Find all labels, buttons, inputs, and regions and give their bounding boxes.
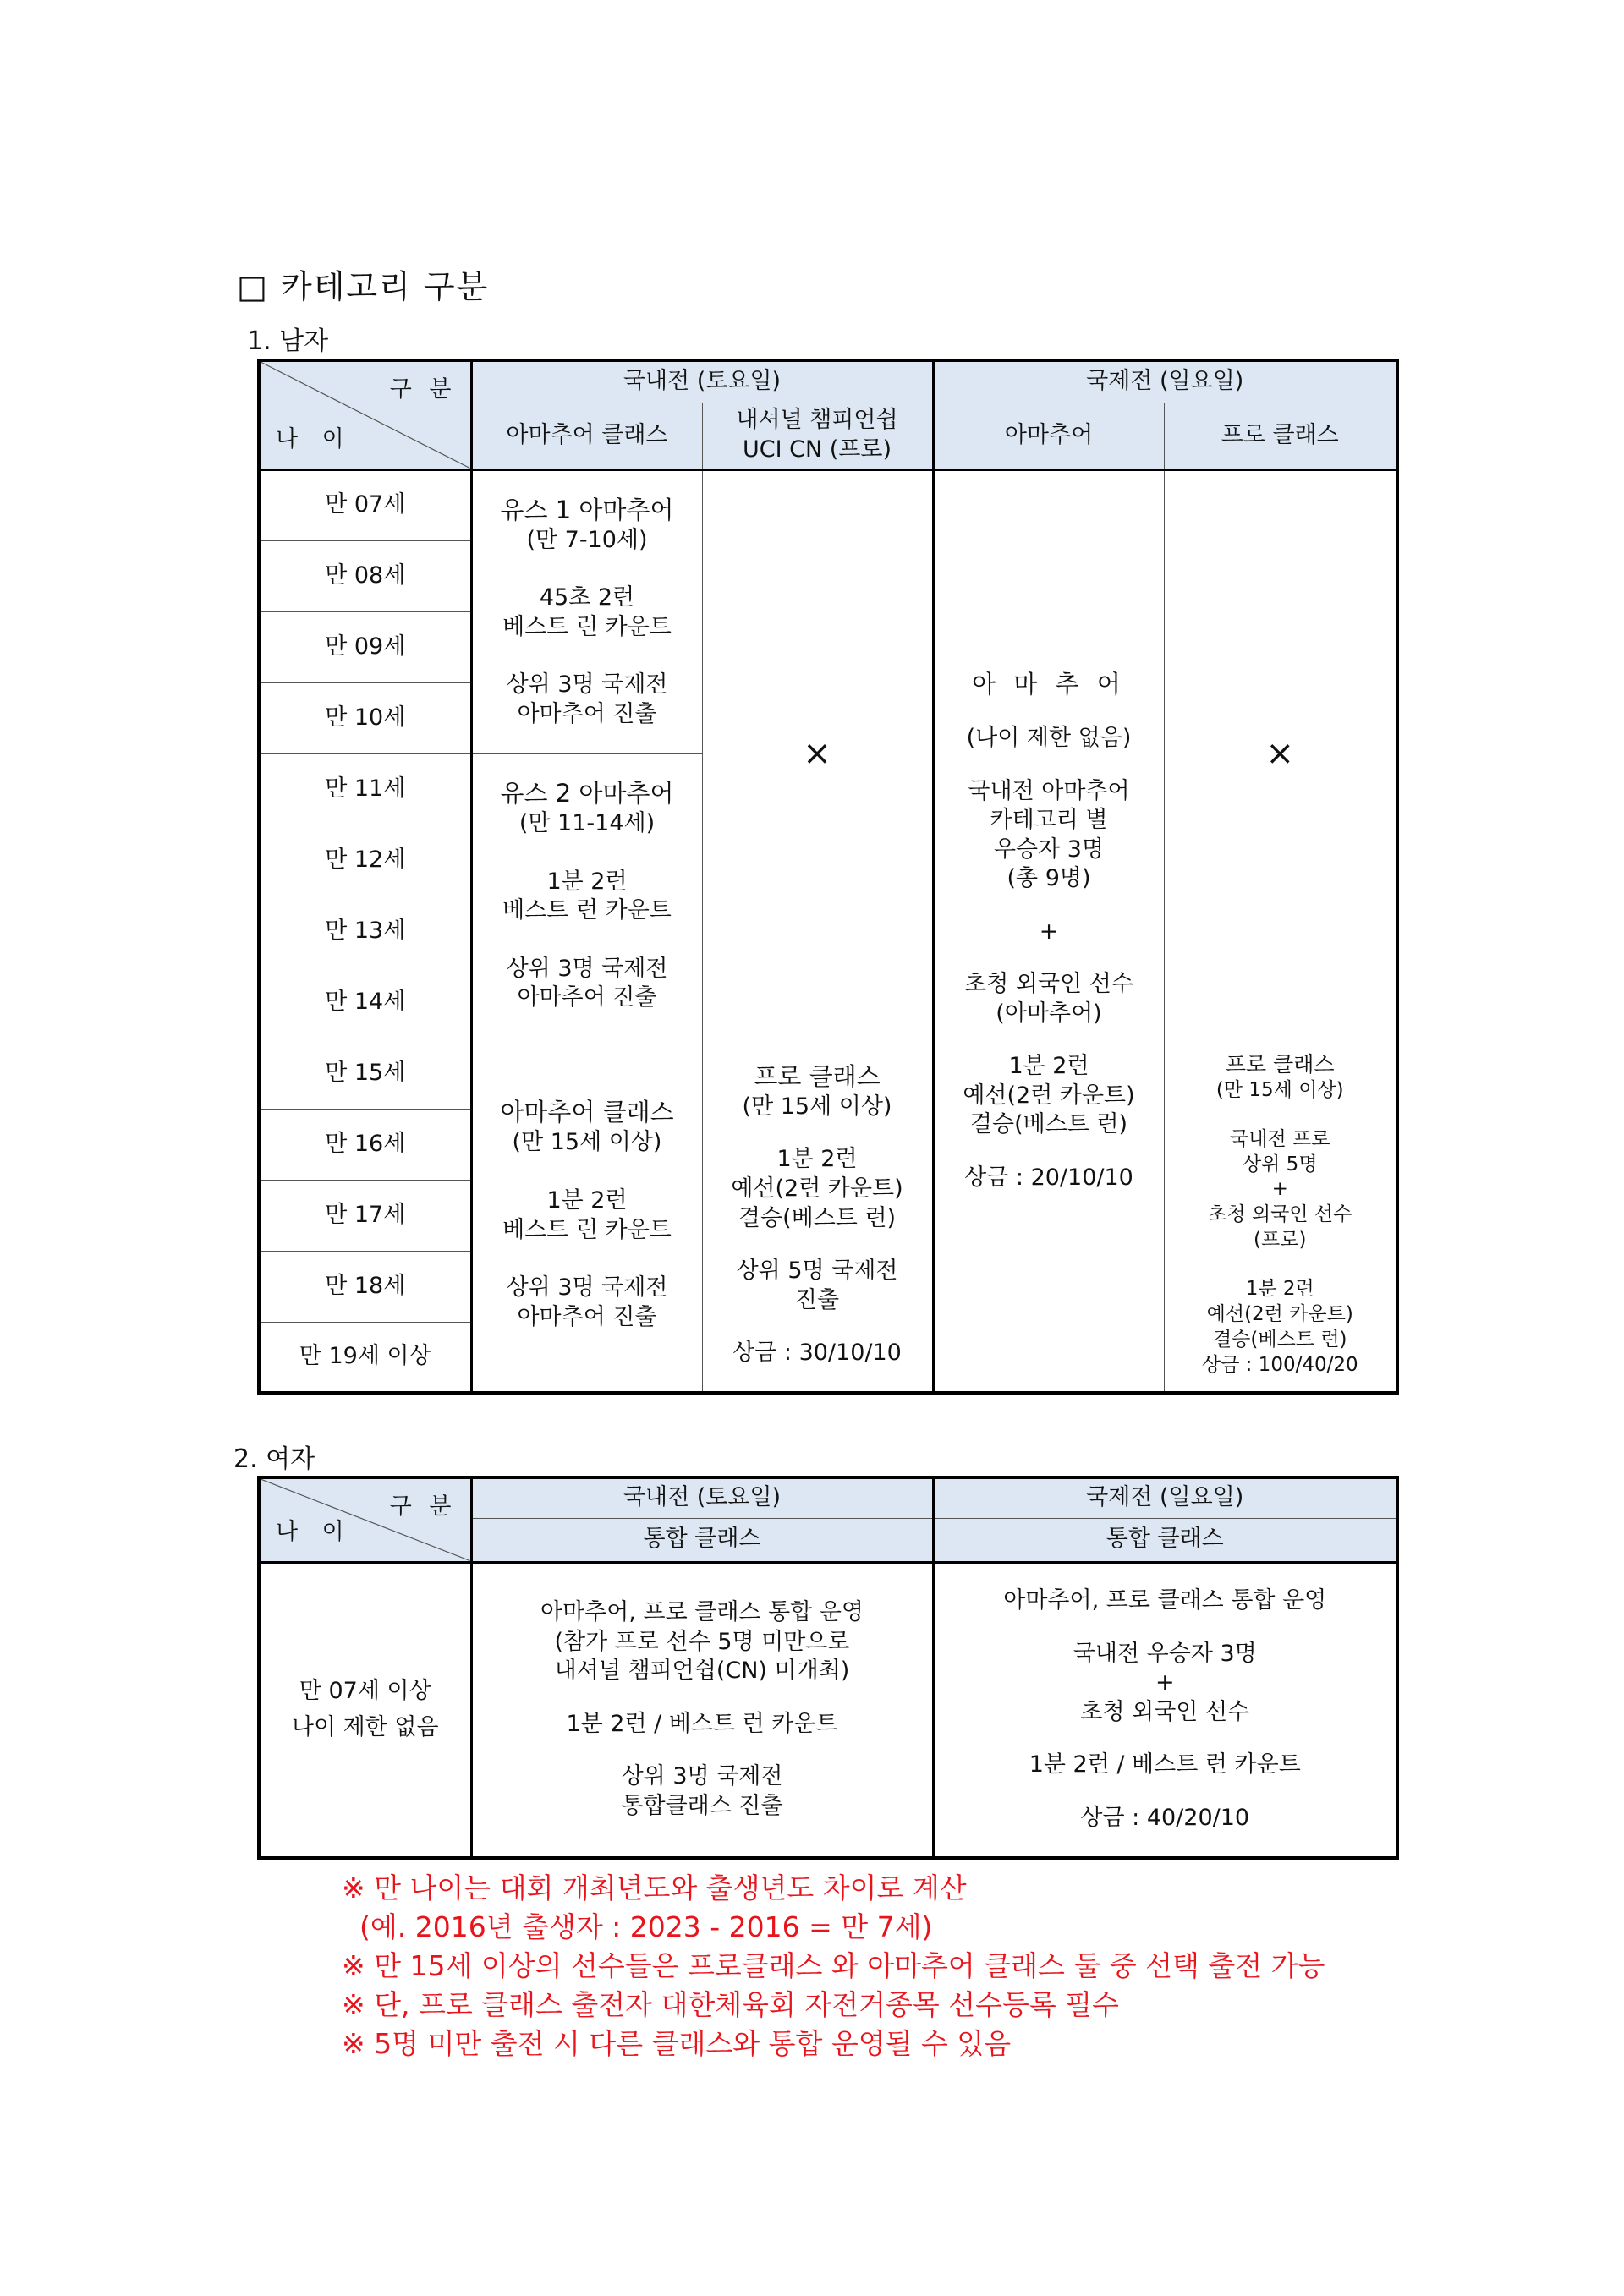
age-cell: 만 11세 — [259, 753, 471, 825]
women-international-header: 국제전 (일요일) — [933, 1477, 1397, 1518]
amateur-15-plus-cell: 아마추어 클래스 (만 15세 이상) 1분 2런 베스트 런 카운트 상위 3명 국제전 아마추어 진출 — [471, 1038, 702, 1393]
men-category-table — [257, 359, 1399, 1395]
age-cell: 만 08세 — [259, 540, 471, 611]
national-championship-not-available — [702, 469, 933, 1038]
age-cell: 만 17세 — [259, 1180, 471, 1251]
women-international-cell: 아마추어, 프로 클래스 통합 운영 국내전 우승자 3명 + 초청 외국인 선수 1분 2런 / 베스트 런 카운트 상금 : 40/20/10 — [933, 1562, 1397, 1858]
men-national-championship-header: 내셔널 챔피언쉽 UCI CN (프로) — [702, 403, 933, 469]
note-line: ※ 만 나이는 대회 개최년도와 출생년도 차이로 계산 — [342, 1871, 967, 1904]
youth1-cell: 유스 1 아마추어 (만 7-10세) 45초 2런 베스트 런 카운트 상위 3명 국제전 아마추어 진출 — [471, 469, 702, 753]
age-cell: 만 19세 이상 — [259, 1322, 471, 1393]
women-age-cell: 만 07세 이상 나이 제한 없음 — [259, 1562, 471, 1858]
age-cell: 만 18세 — [259, 1251, 471, 1322]
women-corner-cell — [259, 1477, 471, 1562]
note-line: (예. 2016년 출생자 : 2023 - 2016 = 만 7세) — [342, 1910, 933, 1943]
age-cell: 만 16세 — [259, 1109, 471, 1180]
men-intl-amateur-header: 아마추어 — [933, 403, 1164, 469]
age-cell: 만 10세 — [259, 682, 471, 753]
age-cell: 만 12세 — [259, 825, 471, 896]
women-domestic-sub-header: 통합 클래스 — [471, 1518, 933, 1562]
women-domestic-header: 국내전 (토요일) — [471, 1477, 933, 1518]
x-mark-icon: × — [1265, 733, 1294, 773]
women-international-sub-header: 통합 클래스 — [933, 1518, 1397, 1562]
note-line: ※ 만 15세 이상의 선수들은 프로클래스 와 아마추어 클래스 둘 중 선택 출전 가능 — [342, 1949, 1325, 1982]
women-label: 2. 여자 — [233, 1444, 315, 1474]
men-intl-pro-header: 프로 클래스 — [1164, 403, 1397, 469]
men-international-header: 국제전 (일요일) — [933, 360, 1397, 403]
section-title: □ 카테고리 구분 — [237, 268, 490, 305]
men-corner-bottom: 나 이 — [276, 425, 353, 452]
women-domestic-cell: 아마추어, 프로 클래스 통합 운영 (참가 프로 선수 5명 미만으로 내셔널 챔피언쉽(CN) 미개최) 1분 2런 / 베스트 런 카운트 상위 3명 국제전 통합클래스 진출 — [471, 1562, 933, 1858]
age-cell: 만 07세 — [259, 469, 471, 540]
women-corner-top: 구 분 — [389, 1493, 457, 1520]
men-domestic-header: 국내전 (토요일) — [471, 360, 933, 403]
age-cell: 만 13세 — [259, 896, 471, 967]
pro-domestic-cell: 프로 클래스 (만 15세 이상) 1분 2런 예선(2런 카운트) 결승(베스트 런) 상위 5명 국제전 진출 상금 : 30/10/10 — [702, 1038, 933, 1393]
age-cell: 만 09세 — [259, 611, 471, 682]
intl-amateur-cell: 아 마 추 어 (나이 제한 없음) 국내전 아마추어 카테고리 별 우승자 3명 (총 9명) + 초청 외국인 선수 (아마추어) 1분 2런 예선(2런 카운트) 결승(베스트 런) 상금 : 20/10/10 — [933, 469, 1164, 1393]
intl-pro-cell: 프로 클래스 (만 15세 이상) 국내전 프로 상위 5명 + 초청 외국인 선수 (프로) 1분 2런 예선(2런 카운트) 결승(베스트 런) 상금 : 100/40/20 — [1164, 1038, 1397, 1393]
men-corner-cell — [259, 360, 471, 469]
intl-pro-not-available — [1164, 469, 1397, 1038]
men-amateur-class-header: 아마추어 클래스 — [471, 403, 702, 469]
men-corner-top: 구 분 — [389, 376, 457, 403]
notes — [342, 1869, 1325, 2063]
women-corner-bottom: 나 이 — [276, 1518, 353, 1545]
note-line: ※ 단, 프로 클래스 출전자 대한체육회 자전거종목 선수등록 필수 — [342, 1988, 1120, 2021]
note-line: ※ 5명 미만 출전 시 다른 클래스와 통합 운영될 수 있음 — [342, 2027, 1012, 2060]
youth2-cell: 유스 2 아마추어 (만 11-14세) 1분 2런 베스트 런 카운트 상위 3명 국제전 아마추어 진출 — [471, 753, 702, 1038]
x-mark-icon: × — [803, 733, 831, 773]
men-label: 1. 남자 — [247, 326, 329, 356]
age-cell: 만 14세 — [259, 967, 471, 1038]
women-category-table — [257, 1476, 1399, 1860]
age-cell: 만 15세 — [259, 1038, 471, 1109]
